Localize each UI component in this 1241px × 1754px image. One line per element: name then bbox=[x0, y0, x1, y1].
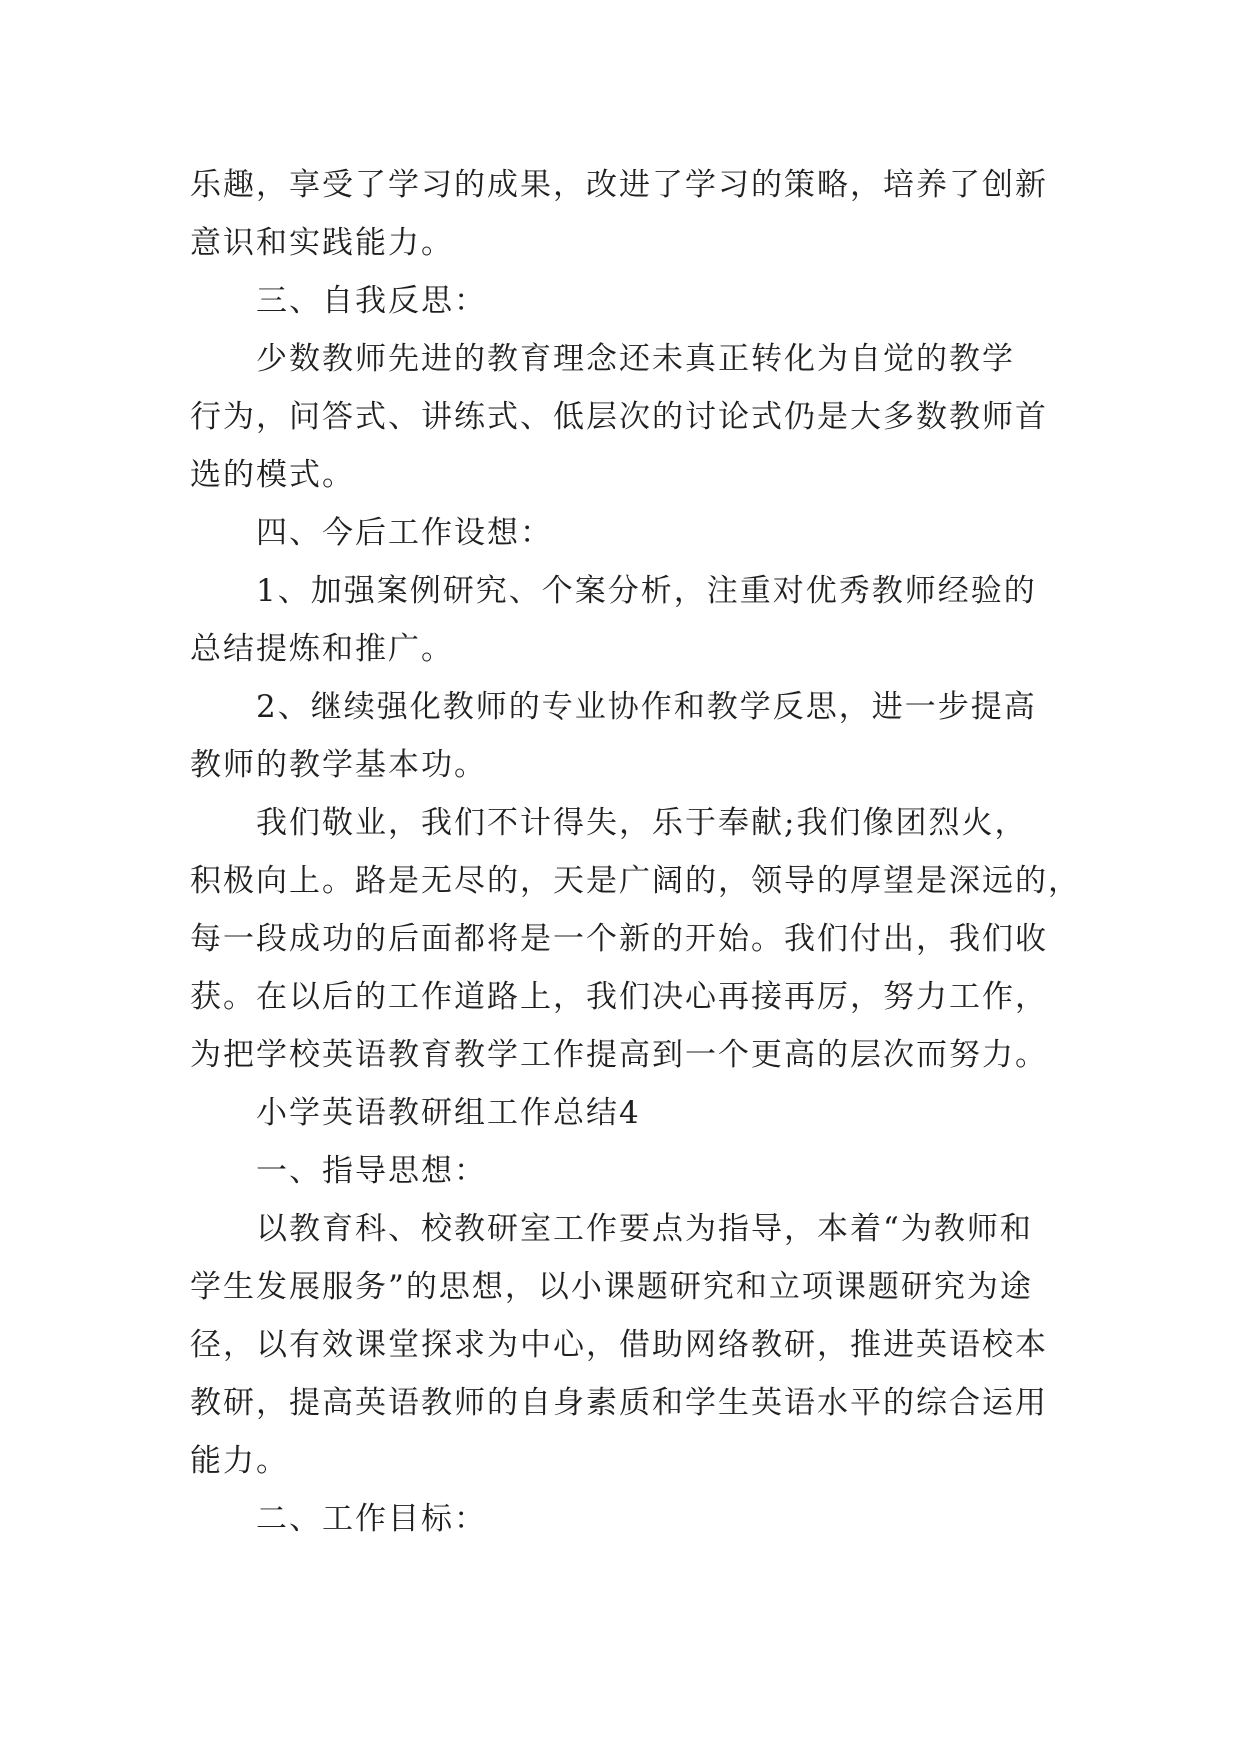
text-line: 少数教师先进的教育理念还未真正转化为自觉的教学 bbox=[256, 341, 1015, 377]
text-line: 2、继续强化教师的专业协作和教学反思，进一步提高 bbox=[256, 689, 1037, 725]
text-line: 获。在以后的工作道路上，我们决心再接再厉，努力工作， bbox=[190, 979, 1048, 1015]
text-line: 能力。 bbox=[190, 1443, 289, 1479]
text-line: 二、工作目标： bbox=[256, 1501, 487, 1537]
text-line: 我们敬业，我们不计得失，乐于奉献;我们像团烈火， bbox=[256, 805, 1028, 841]
text-line: 积极向上。路是无尽的，天是广阔的，领导的厚望是深远的， bbox=[190, 863, 1081, 899]
text-line: 三、自我反思： bbox=[256, 283, 487, 319]
text-line: 教研，提高英语教师的自身素质和学生英语水平的综合运用 bbox=[190, 1385, 1048, 1421]
document-body bbox=[190, 156, 1081, 1548]
text-line: 1、加强案例研究、个案分析，注重对优秀教师经验的 bbox=[256, 573, 1037, 609]
text-line: 四、今后工作设想： bbox=[256, 515, 553, 551]
text-line: 教师的教学基本功。 bbox=[190, 747, 487, 783]
text-line: 选的模式。 bbox=[190, 457, 355, 493]
text-line: 意识和实践能力。 bbox=[190, 225, 454, 261]
text-line: 行为，问答式、讲练式、低层次的讨论式仍是大多数教师首 bbox=[190, 399, 1048, 435]
text-line: 以教育科、校教研室工作要点为指导，本着“为教师和 bbox=[256, 1211, 1033, 1247]
text-line: 总结提炼和推广。 bbox=[190, 631, 454, 667]
text-line: 每一段成功的后面都将是一个新的开始。我们付出，我们收 bbox=[190, 921, 1048, 957]
text-line: 为把学校英语教育教学工作提高到一个更高的层次而努力。 bbox=[190, 1037, 1048, 1073]
text-line: 径，以有效课堂探求为中心，借助网络教研，推进英语校本 bbox=[190, 1327, 1048, 1363]
text-line: 乐趣，享受了学习的成果，改进了学习的策略，培养了创新 bbox=[190, 167, 1048, 203]
text-line: 小学英语教研组工作总结4 bbox=[256, 1095, 641, 1131]
text-line: 学生发展服务”的思想，以小课题研究和立项课题研究为途 bbox=[190, 1269, 1033, 1305]
text-line: 一、指导思想： bbox=[256, 1153, 487, 1189]
